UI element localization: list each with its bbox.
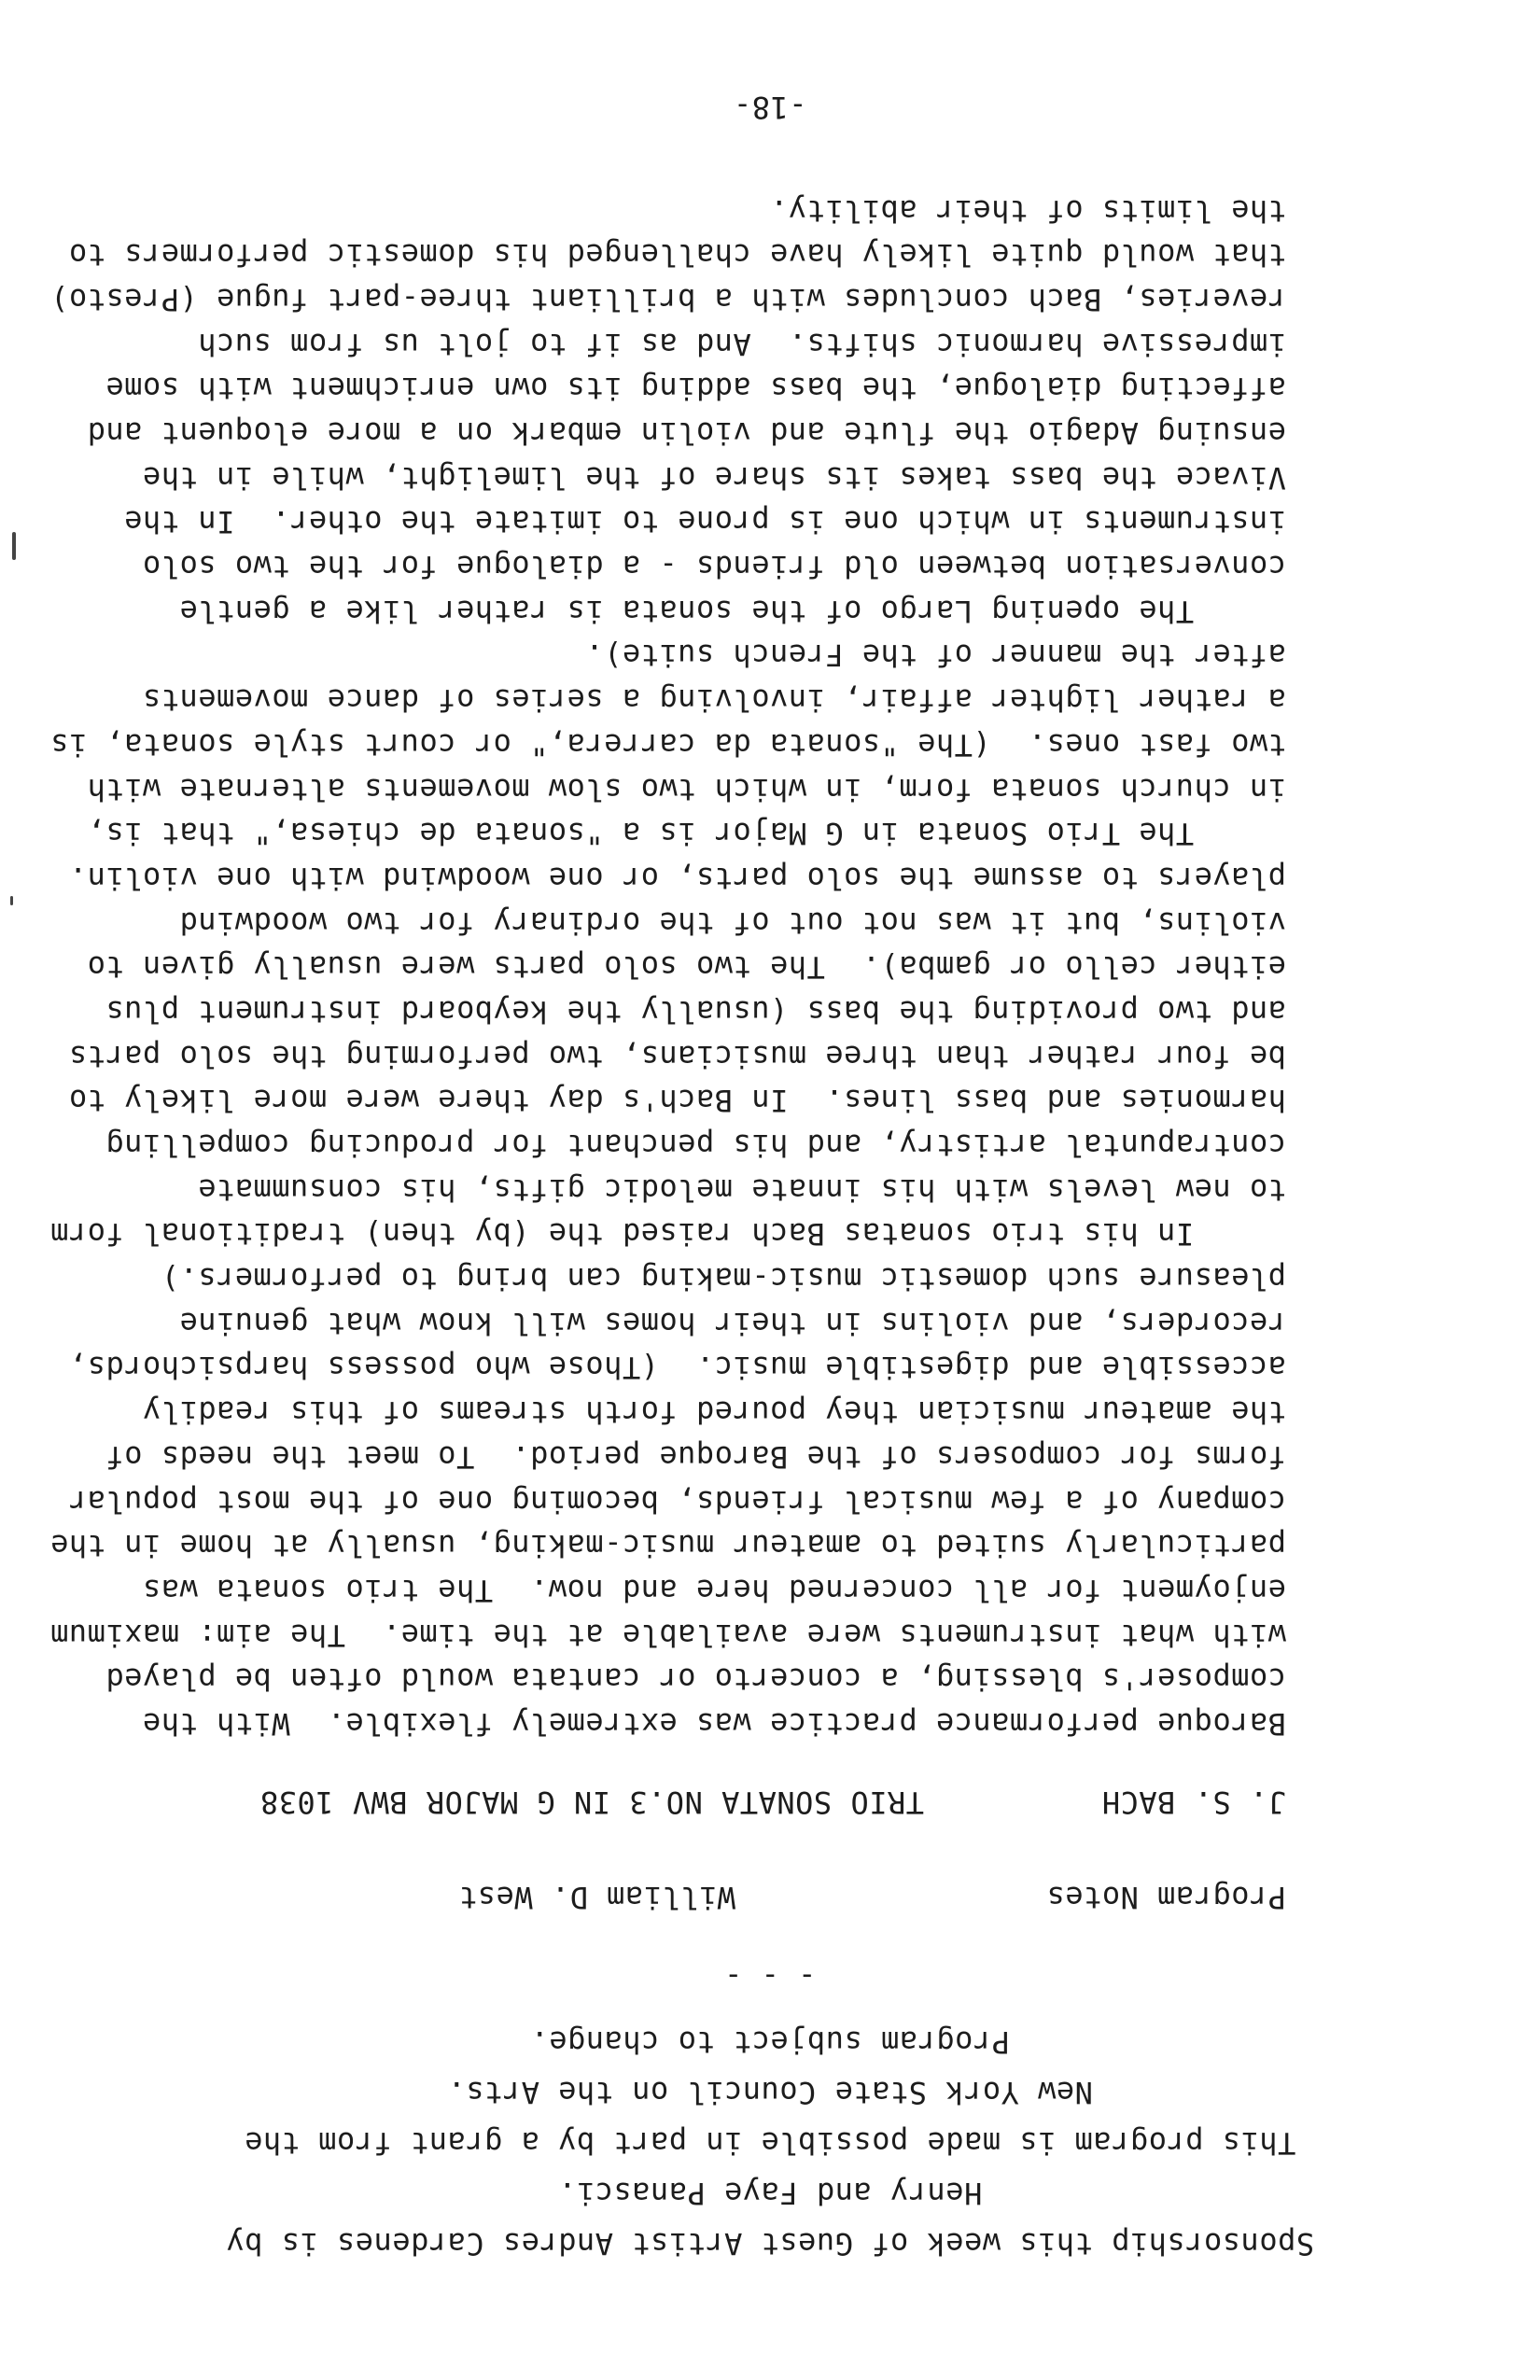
page-number: -18- bbox=[733, 90, 807, 125]
body-line: company of a few musical friends, becoming one of the most popular bbox=[68, 1483, 1286, 1519]
body-line: impressive harmonic shifts. And as if to jolt us from such bbox=[197, 326, 1286, 362]
sponsor-line: Henry and Faye Panasci. bbox=[557, 2176, 983, 2211]
body-line: two fast ones. (The "sonata da carrera," or court style sonata, is bbox=[49, 726, 1286, 763]
body-line: affecting dialogue, the bass adding its own enrichment with some bbox=[105, 371, 1286, 407]
author-name: William D. West bbox=[458, 1880, 735, 1915]
body-line: after the manner of the French suite). bbox=[584, 637, 1286, 674]
body-line: contrapuntal artistry, and his penchant for producing compelling bbox=[105, 1127, 1286, 1164]
body-line: Vivace the bass takes its share of the limelight, while in the bbox=[142, 459, 1286, 496]
section-divider: - - - bbox=[723, 1960, 817, 1995]
notes-body bbox=[49, 188, 1286, 1745]
body-line: a rather lighter affair, involving a series of dance movements bbox=[142, 682, 1286, 719]
body-line: reveries, Bach concludes with a brilliant three-part fugue (Presto) bbox=[49, 282, 1286, 317]
sponsor-line: Sponsorship this week of Guest Artist Andres Cardenes is by bbox=[225, 2226, 1315, 2261]
sponsor-line: This program is made possible in part by a grant from the bbox=[244, 2125, 1296, 2161]
body-line: in church sonata form, in which two slow movements alternate with bbox=[87, 771, 1286, 807]
body-line: and two providing the bass (usually the keyboard instrument plus bbox=[105, 994, 1286, 1029]
body-line: enjoyment for all concerned here and now. The trio sonata was bbox=[142, 1572, 1286, 1608]
sponsor-notice bbox=[0, 2007, 1540, 2259]
body-line: that would quite likely have challenged his domestic performers to bbox=[68, 237, 1286, 273]
sponsor-line: Program subject to change. bbox=[530, 2024, 1010, 2060]
scan-speck bbox=[12, 532, 16, 560]
section-label: Program Notes bbox=[1046, 1880, 1286, 1915]
composer-name: J. S. BACH bbox=[1101, 1785, 1286, 1820]
body-line: the limits of their ability. bbox=[769, 192, 1286, 229]
body-line: forms for composers of the Baroque period. To meet the needs of bbox=[105, 1438, 1286, 1475]
body-line: composer's blessing, a concerto or cantata would often be played bbox=[105, 1661, 1286, 1698]
body-line: The opening Largo of the sonata is rather like a gentle bbox=[179, 593, 1286, 629]
body-line: harmonies and bass lines. In Bach's day there were more likely to bbox=[68, 1083, 1286, 1119]
body-line: accessible and digestible music. (Those who possess harpsichords, bbox=[68, 1350, 1286, 1386]
body-line: The Trio Sonata in G Major is a "sonata de chiesa," that is, bbox=[87, 816, 1286, 852]
body-line: the amateur musician they poured forth streams of this readily bbox=[142, 1394, 1286, 1431]
body-line: with what instruments were available at the time. The aim: maximum bbox=[49, 1617, 1286, 1653]
body-line: be four rather than three musicians, two performing the solo parts bbox=[68, 1038, 1286, 1074]
body-line: either cello or gamba). The two solo parts were usually given to bbox=[87, 949, 1286, 986]
work-title: TRIO SONATA NO.3 IN G MAJOR BWV 1038 bbox=[259, 1785, 924, 1820]
scan-speck bbox=[10, 896, 13, 905]
body-line: to new levels with his innate melodic gifts, his consummate bbox=[197, 1171, 1286, 1208]
body-line: particularly suited to amateur music-making, usually at home in the bbox=[49, 1528, 1286, 1564]
sponsor-line: New York State Council on the Arts. bbox=[447, 2075, 1093, 2110]
body-line: players to assume the solo parts, or one woodwind with one violin. bbox=[68, 860, 1286, 896]
body-line: ensuing Adagio the flute and violin embark on a more eloquent and bbox=[87, 415, 1286, 452]
body-line: In his trio sonatas Bach raised the (by then) traditional form bbox=[49, 1216, 1286, 1253]
body-line: recorders, and violins in their homes will know what genuine bbox=[179, 1305, 1286, 1341]
body-line: Baroque performance practice was extremely flexible. With the bbox=[142, 1706, 1286, 1742]
body-line: violins, but it was not out of the ordinary for two woodwind bbox=[179, 904, 1286, 941]
body-line: conversation between old friends - a dialogue for the two solo bbox=[142, 549, 1286, 585]
body-line: pleasure such domestic music-making can bring to performers.) bbox=[161, 1261, 1286, 1297]
body-line: instruments in which one is prone to imitate the other. In the bbox=[123, 504, 1286, 540]
